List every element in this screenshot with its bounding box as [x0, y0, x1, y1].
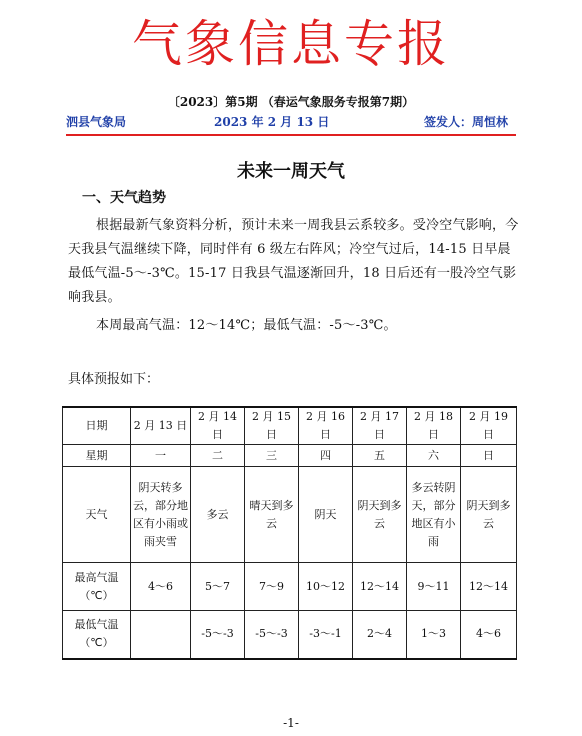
date-cell: 2 月 16 日 — [299, 407, 353, 445]
date-cell: 2 月 17 日 — [353, 407, 407, 445]
tmin-cell: -5～-3 — [245, 611, 299, 659]
date-cell: 2 月 14 日 — [191, 407, 245, 445]
section-heading: 一、天气趋势 — [82, 190, 166, 206]
paragraph-trend: 根据最新气象资料分析，预计未来一周我县云系较多。受冷空气影响，今天我县气温继续下降，同时伴有 6 级左右阵风；冷空气过后，14-15 日早晨最低气温-5～-3℃。15-17 日我县气温逐渐回升，18 日后还有一股冷空气影响我县。 — [68, 218, 519, 305]
weekday-cell: 五 — [353, 445, 407, 467]
weekday-row — [63, 445, 517, 467]
weather-cell: 阴天到多云 — [461, 467, 517, 563]
tmax-cell: 5～7 — [191, 563, 245, 611]
date-label: 日期 — [63, 407, 131, 445]
tmin-cell: 2～4 — [353, 611, 407, 659]
weather-cell: 阴天转多云，部分地区有小雨或雨夹雪 — [131, 467, 191, 563]
issuing-org: 泗县气象局 — [66, 115, 127, 129]
tmax-row — [63, 563, 517, 611]
tmax-label: 最高气温（℃） — [63, 563, 131, 611]
date-cell: 2 月 19 日 — [461, 407, 517, 445]
tmax-cell: 12～14 — [461, 563, 517, 611]
red-divider — [66, 134, 516, 136]
tmin-cell: 1～3 — [407, 611, 461, 659]
weekday-cell: 四 — [299, 445, 353, 467]
masthead-title: 气象信息专报 — [132, 15, 450, 73]
weekday-label: 星期 — [63, 445, 131, 467]
weekday-cell: 三 — [245, 445, 299, 467]
document-title: 未来一周天气 — [237, 161, 345, 182]
tmin-cell: 4～6 — [461, 611, 517, 659]
weekday-cell: 一 — [131, 445, 191, 467]
tmin-row — [63, 611, 517, 659]
tmin-label: 最低气温（℃） — [63, 611, 131, 659]
tmin-cell — [131, 611, 191, 659]
paragraph-summary: 本周最高气温：12～14℃；最低气温：-5～-3℃。 — [96, 318, 397, 333]
tmin-cell: -5～-3 — [191, 611, 245, 659]
tmax-cell: 7～9 — [245, 563, 299, 611]
table-intro: 具体预报如下： — [68, 372, 160, 387]
page-number: -1- — [283, 716, 299, 730]
weather-cell: 晴天到多云 — [245, 467, 299, 563]
issue-date: 2023 年 2 月 13 日 — [214, 115, 330, 129]
date-cell: 2 月 18 日 — [407, 407, 461, 445]
date-cell: 2 月 15 日 — [245, 407, 299, 445]
weekday-cell: 日 — [461, 445, 517, 467]
weather-cell: 多云 — [191, 467, 245, 563]
info-bar — [66, 114, 514, 130]
date-cell: 2 月 13 日 — [131, 407, 191, 445]
tmin-cell: -3～-1 — [299, 611, 353, 659]
forecast-table — [62, 406, 517, 660]
tmax-cell: 10～12 — [299, 563, 353, 611]
weather-row — [63, 467, 517, 563]
tmax-cell: 4～6 — [131, 563, 191, 611]
signer: 签发人：周恒林 — [423, 115, 508, 129]
tmax-cell: 12～14 — [353, 563, 407, 611]
weather-cell: 多云转阴天，部分地区有小雨 — [407, 467, 461, 563]
issue-line: 〔2023〕第5期 （春运气象服务专报第7期） — [167, 95, 415, 109]
weather-label: 天气 — [63, 467, 131, 563]
weekday-cell: 六 — [407, 445, 461, 467]
weather-cell: 阴天 — [299, 467, 353, 563]
date-row — [63, 407, 517, 445]
weather-cell: 阴天到多云 — [353, 467, 407, 563]
tmax-cell: 9～11 — [407, 563, 461, 611]
weekday-cell: 二 — [191, 445, 245, 467]
